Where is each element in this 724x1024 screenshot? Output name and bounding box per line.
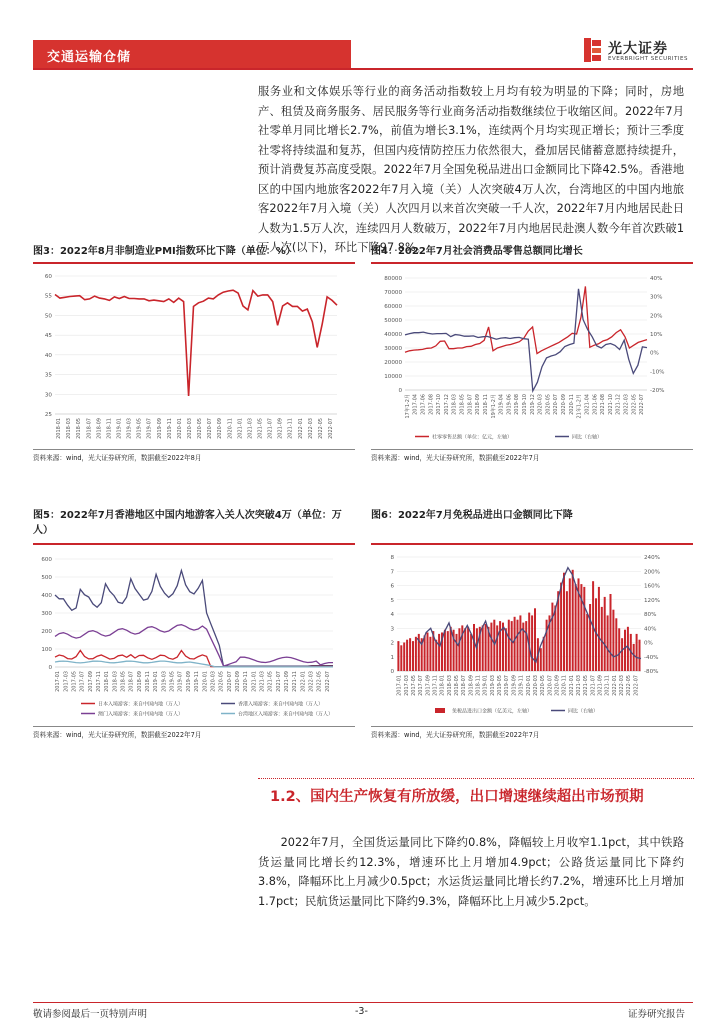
figure-5-xtick-label: 2022-01 (300, 671, 307, 692)
figure-5-xtick-label: 2018-03 (112, 671, 119, 692)
figure-6-title-rule (371, 543, 693, 545)
figure-6-bar (621, 638, 623, 671)
figure-6-xtick-label: 2019-11 (518, 675, 525, 696)
figure-4-ytick-label: 30000 (384, 346, 402, 352)
figure-6-y2tick-label: -40% (644, 654, 659, 661)
figure-3-ytick-label: 25 (44, 412, 52, 418)
figure-6-ytick-label: 3 (390, 626, 394, 633)
figure-6-bar (563, 573, 565, 671)
figure-6-bar (633, 644, 635, 671)
figure-6-bar (604, 597, 606, 671)
figure-5-ytick-label: 0 (48, 665, 52, 671)
figure-5-xtick-label: 2018-07 (128, 671, 135, 692)
figure-4-xtick-label: 2018-09 (475, 394, 482, 415)
figure-6-y2tick-label: 240% (644, 555, 660, 561)
figure-6-xtick-label: 2021-01 (568, 675, 575, 696)
figure-6-bar (496, 625, 498, 671)
figure-5-xtick-label: 2018-01 (104, 671, 111, 692)
figure-3-title: 图3：2022年8月非制造业PMI指数环比下降（单位：%） (33, 246, 296, 257)
figure-6-bar (554, 606, 556, 672)
legend-label: 免税品进出口金额（亿美元，左轴） (452, 708, 533, 715)
figure-5-xtick-label: 2022-05 (316, 671, 323, 692)
figure-3-ytick-label: 30 (44, 392, 52, 399)
legend-label: 日本入境游客：来自中国内地（万人） (98, 701, 184, 708)
figure-4-xtick-label: 2017-06 (420, 394, 427, 415)
figure-6-xtick-label: 2018-07 (461, 675, 468, 696)
figure-6-bar (566, 591, 568, 671)
figure-6-ytick-label: 4 (390, 612, 394, 618)
figure-3-xtick-label: 2019-03 (126, 418, 133, 439)
figure-3-xtick-label: 2020-05 (197, 418, 204, 439)
figure-6-xtick-label: 2018-03 (446, 675, 453, 696)
figure-6-bar (406, 640, 408, 671)
figure-5-xtick-label: 2019-05 (169, 671, 176, 692)
figure-6-ytick-label: 6 (390, 583, 394, 590)
figure-4-y2tick-label: 10% (650, 332, 663, 338)
figure-5-xtick-label: 2021-07 (275, 671, 282, 692)
figure-6-bar (624, 630, 626, 671)
figure-4-xtick-label: 2020-09 (561, 394, 568, 415)
figure-6-bar (511, 621, 513, 671)
figure-6-xtick-label: 2020-01 (525, 675, 532, 696)
figure-6-title: 图6：2022年7月免税品进出口金额同比下降 (371, 510, 573, 521)
figure-6-xtick-label: 2019-03 (489, 675, 496, 696)
figure-4-xtick-label: 2017-04 (412, 394, 419, 415)
figure-3-xtick-label: 2019-01 (116, 418, 123, 439)
figure-6-bar (415, 637, 417, 671)
figure-4-ytick-label: 0 (398, 388, 402, 394)
figure-3-source: 资料来源：wind，光大证券研究所，数据截至2022年8月 (33, 454, 202, 462)
figure-5-xtick-label: 2019-03 (161, 671, 168, 692)
figure-5-chart (33, 547, 355, 722)
figure-4-xtick-label: 2019-12 (529, 394, 536, 415)
footer-disclaimer: 敬请参阅最后一页特别声明 (33, 1009, 148, 1020)
figure-5-ytick-label: 200 (41, 629, 52, 635)
figure-6-bar (482, 625, 484, 671)
figure-4-xtick-label: 2021-06 (592, 394, 599, 415)
figure-4-ytick-label: 40000 (384, 332, 402, 338)
figure-6-bar (519, 615, 521, 671)
figure-5-xtick-label: 2017-07 (79, 671, 86, 692)
figure-6-bar (470, 634, 472, 671)
figure-3-title-rule (33, 262, 355, 264)
figure-6-xtick-label: 2020-09 (554, 675, 561, 696)
figure-6-ytick-label: 5 (390, 597, 394, 604)
figure-3-xtick-label: 2020-01 (176, 418, 183, 439)
figure-4-title: 图4：2022年7月社会消费品零售总额同比增长 (371, 246, 583, 257)
figure-6-bar (572, 570, 574, 671)
figure-4-xtick-label: 2022-03 (623, 394, 630, 415)
figure-3-xtick-label: 2018-11 (106, 418, 113, 439)
figure-5-xtick-label: 2021-01 (251, 671, 258, 692)
figure-6-xtick-label: 2022-03 (619, 675, 626, 696)
figure-6-y2tick-label: 40% (644, 626, 657, 633)
figure-6-bar (409, 638, 411, 671)
figure-4-y2tick-label: 30% (650, 294, 663, 301)
figure-5-ytick-label: 400 (41, 593, 52, 599)
figure-6-bar (575, 584, 577, 671)
figure-4-xtick-label: 2022-07 (639, 394, 646, 415)
figure-3-xtick-label: 2021-07 (267, 418, 274, 439)
figure-3-xtick-label: 2018-05 (76, 418, 83, 439)
figure-6-bar (615, 618, 617, 671)
figure-3-xtick-label: 2018-01 (56, 418, 63, 439)
figure-6-xtick-label: 2019-05 (497, 675, 504, 696)
figure-4-xtick-label: 2018-03 (451, 394, 458, 415)
figure-4-xtick-label: 2021-08 (600, 394, 607, 415)
figure-3-xtick-label: 2020-07 (207, 418, 214, 439)
figure-4-xtick-label: 2020-11 (568, 394, 575, 415)
figure-4-xtick-label: 2021-10 (607, 394, 614, 415)
figure-4-ytick-label: 70000 (384, 290, 402, 296)
figure-6-xtick-label: 2017-03 (403, 675, 410, 696)
legend-label: 同比（右轴） (572, 434, 603, 441)
figure-5-ytick-label: 500 (41, 575, 52, 581)
figure-6-bar (508, 620, 510, 671)
figure-4-ytick-label: 60000 (384, 304, 402, 310)
figure-6-bar (438, 634, 440, 671)
section-tag-label: 交通运输仓储 (47, 50, 132, 65)
figure-6-xtick-label: 2022-01 (611, 675, 618, 696)
figure-6-y2tick-label: -80% (644, 669, 659, 675)
figure-5-xtick-label: 2017-05 (71, 671, 78, 692)
figure-6-bar (598, 587, 600, 671)
figure-4-xtick-label: 2021-12 (615, 394, 622, 415)
figure-6-bar (583, 587, 585, 671)
figure-6-bar (490, 623, 492, 671)
figure-4-xtick-label: 21年1-2月 (576, 394, 583, 419)
figure-5-xtick-label: 2019-07 (177, 671, 184, 692)
figure-6-bar (429, 637, 431, 671)
figure-6-bottom-rule (371, 726, 693, 727)
figure-5-xtick-label: 2020-11 (243, 671, 250, 692)
figure-6-ytick-label: 2 (390, 640, 394, 647)
figure-6-bar (400, 645, 402, 671)
figure-5-ytick-label: 100 (41, 647, 52, 653)
figure-3-xtick-label: 2018-03 (66, 418, 73, 439)
figure-3-xtick-label: 2020-03 (186, 418, 193, 439)
figure-3-xtick-label: 2022-05 (317, 418, 324, 439)
figure-6-ytick-label: 1 (390, 654, 394, 661)
figure-5-hongkong-line (55, 571, 333, 667)
figure-6-bar (612, 610, 614, 671)
figure-6-xtick-label: 2018-01 (439, 675, 446, 696)
figure-3-xtick-label: 2021-05 (257, 418, 264, 439)
figure-5-title-rule (33, 543, 355, 545)
figure-6-chart (371, 547, 693, 722)
figure-5-xtick-label: 2022-03 (308, 671, 315, 692)
figure-4-bottom-rule (371, 449, 693, 450)
figure-3-ytick-label: 35 (44, 372, 52, 379)
figure-5-xtick-label: 2019-09 (185, 671, 192, 692)
logo-english-name: EVERBRIGHT SECURITIES (608, 56, 688, 62)
figure-5-xtick-label: 2020-09 (234, 671, 241, 692)
figure-6-y2tick-label: 120% (644, 597, 660, 604)
figure-4-y2tick-label: 20% (650, 313, 663, 320)
figure-6-xtick-label: 2019-09 (511, 675, 518, 696)
figure-4-yoy-line (405, 289, 647, 391)
figure-3-xtick-label: 2018-09 (96, 418, 103, 439)
figure-4-y2tick-label: -10% (650, 369, 665, 376)
figure-6-bar (403, 643, 405, 672)
figure-4-xtick-label: 2020-07 (553, 394, 560, 415)
figure-6-xtick-label: 2021-03 (576, 675, 582, 696)
figure-5-xtick-label: 2020-05 (218, 671, 225, 692)
footer-rule (33, 1002, 693, 1003)
figure-4-xtick-label: 2021-04 (584, 394, 591, 415)
legend-label: 同比（右轴） (568, 708, 599, 715)
figure-6-bar (485, 624, 487, 671)
figure-6-xtick-label: 2020-11 (561, 675, 568, 696)
figure-5-xtick-label: 2021-11 (292, 671, 299, 692)
figure-3-xtick-label: 2020-09 (217, 418, 224, 439)
figure-6-ytick-label: 7 (390, 569, 394, 576)
figure-5-xtick-label: 2020-03 (210, 671, 217, 692)
everbright-logo-icon (582, 36, 604, 64)
figure-5-xtick-label: 2020-01 (202, 671, 209, 692)
figure-4-y2tick-label: 0% (650, 350, 659, 357)
figure-6-y2tick-label: 0% (644, 640, 653, 647)
figure-3-pmi-line (55, 290, 337, 396)
figure-6-xtick-label: 2021-11 (604, 675, 611, 696)
figure-6-xtick-label: 2018-09 (468, 675, 475, 696)
figure-4-title-rule (371, 262, 693, 264)
figure-6-bar (458, 628, 460, 671)
figure-4-xtick-label: 2019-08 (514, 394, 521, 415)
figure-6-xtick-label: 2022-07 (633, 675, 640, 696)
figure-6-y2tick-label: 160% (644, 583, 660, 590)
figure-4-xtick-label: 19年1-2月 (490, 394, 497, 419)
figure-6-xtick-label: 2019-01 (482, 675, 489, 696)
figure-6-bar (618, 628, 620, 671)
logo-chinese-name: 光大证券 (608, 41, 668, 57)
figure-5-xtick-label: 2017-03 (63, 671, 70, 692)
figure-5-bottom-rule (33, 726, 355, 727)
figure-6-y2tick-label: 200% (644, 569, 660, 576)
figure-3-xtick-label: 2022-01 (297, 418, 304, 439)
figure-6-xtick-label: 2017-01 (396, 675, 403, 696)
figure-6-bar (427, 633, 429, 672)
figure-6-xtick-label: 2017-11 (432, 675, 439, 696)
figure-6-bar (412, 641, 414, 671)
figure-5-xtick-label: 2019-01 (153, 671, 160, 692)
figure-6-bar (543, 637, 545, 671)
figure-5-xtick-label: 2018-09 (136, 671, 143, 692)
legend-swatch (435, 708, 445, 713)
figure-6-bar (499, 621, 501, 671)
figure-6-bar (397, 641, 399, 671)
figure-6-xtick-label: 2020-07 (547, 675, 554, 696)
figure-6-bar (636, 634, 638, 671)
figure-4-ytick-label: 10000 (384, 374, 402, 380)
figure-6-y2tick-label: 80% (644, 612, 657, 618)
figure-4-xtick-label: 2018-07 (467, 394, 474, 415)
figure-3-xtick-label: 2019-05 (136, 418, 143, 439)
section-heading: 1.2、国内生产恢复有所放缓，出口增速继续超出市场预期 (270, 789, 644, 805)
figure-6-bar (589, 604, 591, 671)
footer-report-type: 证券研究报告 (628, 1009, 686, 1020)
figure-6-bar (447, 631, 449, 671)
figure-3-xtick-label: 2019-07 (146, 418, 153, 439)
legend-label: 台湾地区入境游客：来自中国内地（万人） (238, 711, 334, 718)
figure-6-bar (540, 648, 542, 671)
figure-4-xtick-label: 2019-10 (522, 394, 528, 415)
figure-5-xtick-label: 2022-07 (324, 671, 331, 692)
figure-6-xtick-label: 2022-05 (626, 675, 633, 696)
figure-6-xtick-label: 2021-05 (583, 675, 590, 696)
figure-6-xtick-label: 2017-09 (425, 675, 432, 696)
body-paragraph-1: 服务业和文体娱乐等行业的商务活动指数较上月均有较为明显的下降；同时，房地产、租赁及商务服务、居民服务等行业商务活动指数继续位于收缩区间。2022年7月社零单月同比增长2.7%，前值为增长3.1%，连续两个月均实现正增长；预计三季度社零将持续温和复苏，但国内疫情防控压力依然很大，叠加居民储蓄意愿持续提升，预计消费复苏高度受限。2022年7月全国免税品进出口金额同比下降42.5%。香港地区的中国内地旅客2022年7月入境（关）人次突破4万人次，台湾地区的中国内地旅客2022年7月入境（关）人次四月以来首次突破一千人次，2022年7月内地居民赴日人数为1.5万人次，连续四月人数破万，2022年7月内地居民赴澳人数今年首次跌破1万人次(以下)，环比下降97.8%。 (258, 85, 684, 254)
figure-4-ytick-label: 20000 (384, 360, 402, 366)
figure-4-y2tick-label: 40% (650, 276, 663, 282)
figure-4-xtick-label: 17年1-2月 (404, 394, 411, 419)
figure-5-ytick-label: 300 (41, 611, 52, 617)
figure-3-xtick-label: 2019-09 (156, 418, 163, 439)
figure-3-ytick-label: 50 (44, 313, 52, 320)
figure-4-y2tick-label: -20% (650, 388, 665, 394)
figure-5-xtick-label: 2017-01 (55, 671, 62, 692)
figure-6-xtick-label: 2019-07 (504, 675, 511, 696)
figure-4-ytick-label: 80000 (384, 276, 402, 282)
legend-label: 社零零售总额（单位：亿元，左轴） (432, 434, 513, 441)
figure-6-xtick-label: 2018-11 (475, 675, 482, 696)
figure-6-bar (464, 628, 466, 671)
figure-6-bar (467, 627, 469, 671)
figure-4-xtick-label: 2017-12 (443, 394, 450, 415)
figure-6-bar (435, 640, 437, 671)
figure-4-xtick-label: 2019-06 (506, 394, 513, 415)
figure-6-bar (517, 620, 519, 671)
figure-3-xtick-label: 2022-07 (327, 418, 334, 439)
figure-6-bar (560, 583, 562, 671)
figure-6-bar (639, 640, 641, 671)
figure-5-xtick-label: 2020-07 (226, 671, 233, 692)
figure-5-xtick-label: 2018-05 (120, 671, 127, 692)
figure-6-bar (607, 615, 609, 671)
figure-3-ytick-label: 55 (44, 293, 52, 300)
figure-6-bar (525, 621, 527, 671)
figure-6-xtick-label: 2017-05 (410, 675, 417, 696)
figure-3-xtick-label: 2021-11 (287, 418, 294, 439)
figure-5-xtick-label: 2017-11 (95, 671, 102, 692)
figure-6-xtick-label: 2020-05 (540, 675, 547, 696)
figure-4-chart (371, 266, 693, 446)
figure-3-ytick-label: 40 (44, 352, 52, 359)
header-rule (33, 68, 693, 70)
figure-6-source: 资料来源：wind，光大证券研究所，数据截至2022年7月 (371, 731, 540, 739)
figure-6-bar (551, 603, 553, 671)
figure-6-bar (424, 635, 426, 671)
figure-5-xtick-label: 2021-05 (267, 671, 274, 692)
figure-5-japan-line (55, 650, 333, 666)
section-tag (33, 40, 351, 68)
figure-3-xtick-label: 2021-01 (237, 418, 244, 439)
figure-5-xtick-label: 2021-03 (259, 671, 266, 692)
legend-label: 香港入境游客：来自中国内地（万人） (238, 701, 324, 708)
figure-6-bar (601, 607, 603, 671)
figure-6-bar (444, 630, 446, 671)
figure-5-title: 图5：2022年7月香港地区中国内地游客入关人次突破4万（单位：万人） (33, 510, 342, 536)
figure-6-xtick-label: 2021-07 (590, 675, 597, 696)
figure-6-ytick-label: 0 (390, 669, 394, 675)
figure-3-chart (33, 266, 355, 446)
figure-3-xtick-label: 2020-11 (227, 418, 234, 439)
figure-6-xtick-label: 2021-09 (597, 675, 604, 696)
figure-4-xtick-label: 2018-11 (482, 394, 489, 415)
figure-6-bar (569, 578, 571, 671)
figure-4-xtick-label: 2022-05 (631, 394, 638, 415)
figure-5-source: 资料来源：wind，光大证券研究所，数据截至2022年7月 (33, 731, 202, 739)
figure-6-bar (456, 634, 458, 671)
figure-6-bar (531, 615, 533, 671)
figure-3-ytick-label: 45 (44, 333, 52, 340)
figure-5-ytick-label: 600 (41, 557, 52, 563)
figure-5-xtick-label: 2021-09 (284, 671, 291, 692)
figure-4-xtick-label: 2020-03 (537, 394, 544, 415)
legend-label: 澳门入境游客：来自中国内地（万人） (98, 711, 184, 718)
figure-3-bottom-rule (33, 449, 355, 450)
figure-6-xtick-label: 2017-07 (418, 675, 425, 696)
figure-5-xtick-label: 2017-09 (87, 671, 94, 692)
figure-4-xtick-label: 2019-04 (498, 394, 505, 415)
section-heading-rule (258, 778, 694, 779)
figure-3-xtick-label: 2018-07 (86, 418, 93, 439)
figure-5-xtick-label: 2018-11 (145, 671, 152, 692)
figure-3-ytick-label: 60 (44, 274, 52, 280)
figure-4-xtick-label: 2017-08 (428, 394, 435, 415)
figure-6-bar (473, 624, 475, 671)
figure-4-xtick-label: 2017-10 (436, 394, 443, 415)
figure-6-bar (610, 594, 612, 671)
figure-3-xtick-label: 2021-03 (247, 418, 254, 439)
figure-6-bar (514, 617, 516, 671)
figure-4-source: 资料来源：wind，光大证券研究所，数据截至2022年7月 (371, 454, 540, 462)
figure-4-xtick-label: 2020-05 (545, 394, 552, 415)
figure-5-xtick-label: 2019-11 (194, 671, 201, 692)
figure-6-bar (476, 628, 478, 671)
figure-6-xtick-label: 2020-03 (532, 675, 539, 696)
figure-4-xtick-label: 2018-05 (459, 394, 466, 415)
figure-6-ytick-label: 8 (390, 555, 394, 561)
figure-6-xtick-label: 2018-05 (454, 675, 460, 696)
figure-4-ytick-label: 50000 (384, 318, 402, 324)
page-number: -3- (355, 1006, 368, 1017)
figure-3-xtick-label: 2019-11 (166, 418, 173, 439)
figure-6-bar (586, 614, 588, 671)
figure-3-xtick-label: 2021-09 (277, 418, 284, 439)
figure-3-xtick-label: 2022-03 (307, 418, 314, 439)
body-paragraph-2: 2022年7月，全国货运量同比下降约0.8%，降幅较上月收窄1.1pct，其中铁路货运量同比增长约12.3%，增速环比上月增加4.9pct；公路货运量同比下降约3.8%，降幅环比上月减少0.5pct；水运货运量同比增长约7.2%，增速环比上月增加1.7pct；民航货运量同比下降约9.3%，降幅环比上月减少5.2pct。 (258, 836, 684, 908)
